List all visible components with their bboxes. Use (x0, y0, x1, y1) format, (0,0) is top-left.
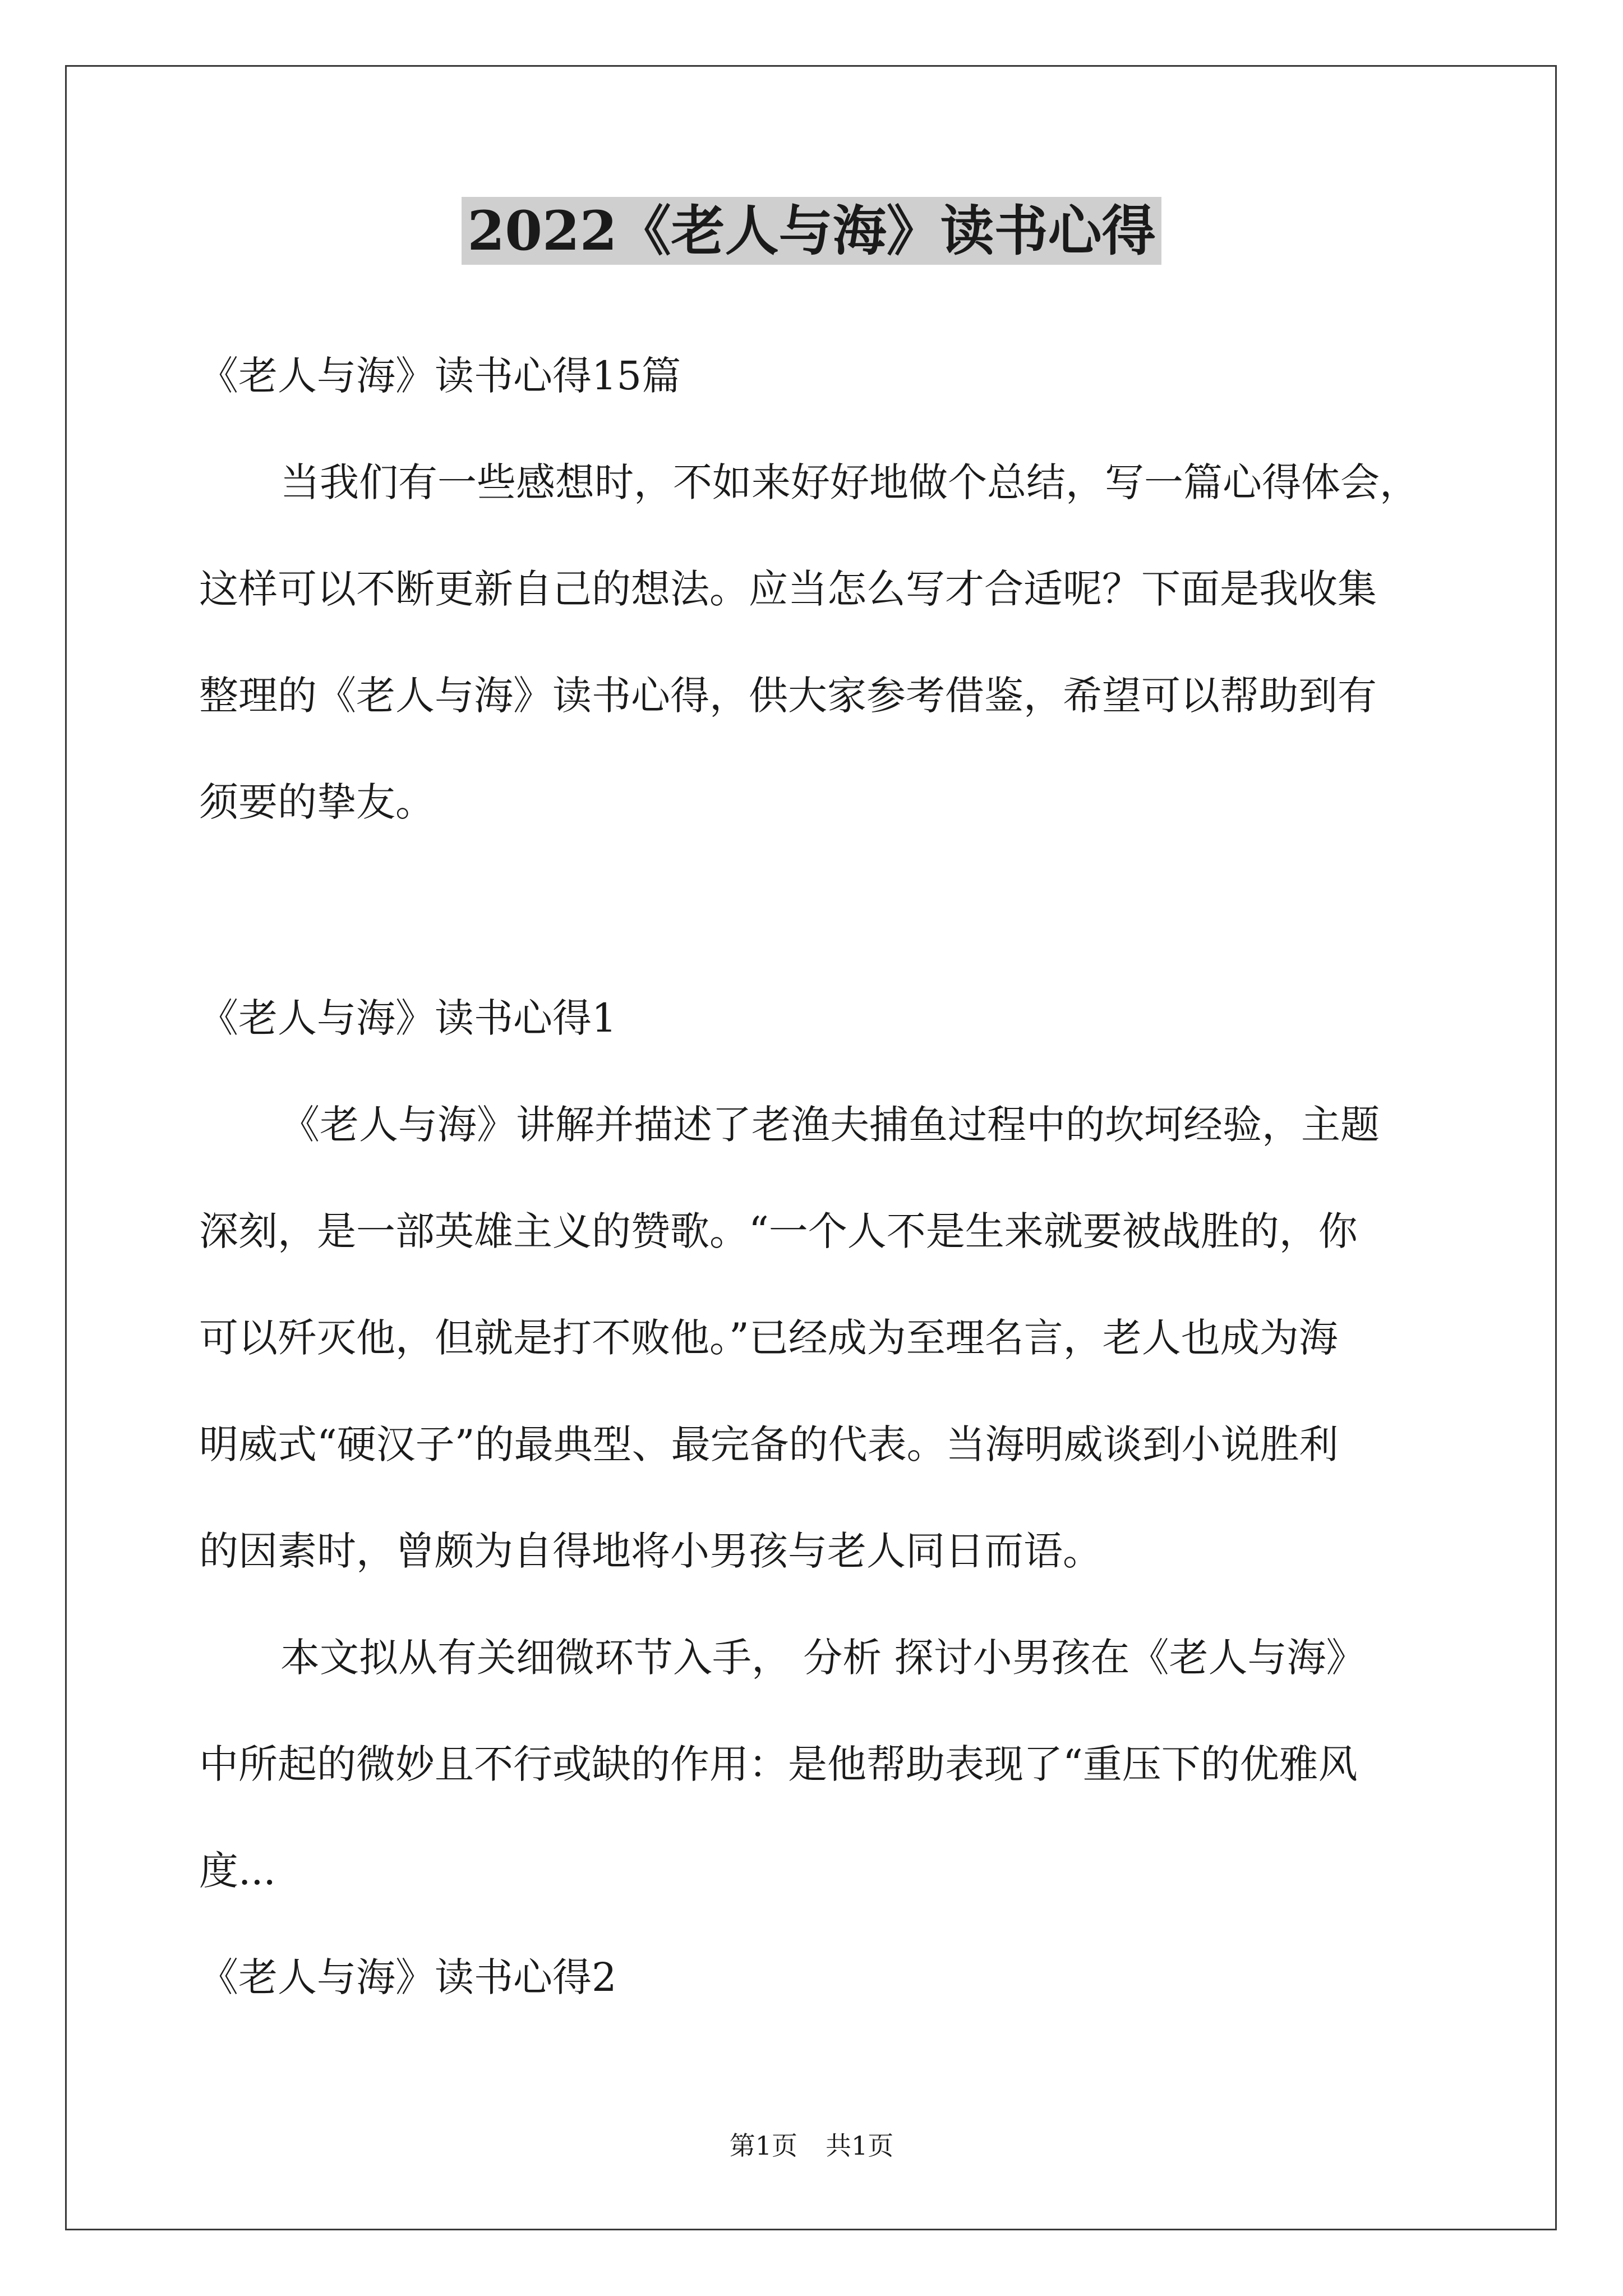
document-subtitle: 《老人与海》读书心得15篇 (199, 353, 681, 399)
intro-line-3: 整理的《老人与海》读书心得，供大家参考借鉴，希望可以帮助到有 (199, 673, 1377, 719)
section-1-para-2-line-1: 本文拟从有关细微环节入手， 分析 探讨小男孩在《老人与海》 (280, 1635, 1366, 1681)
section-1-heading: 《老人与海》读书心得1 (199, 995, 617, 1041)
section-1-para-1-line-2: 深刻，是一部英雄主义的赞歌。“一个人不是生来就要被战胜的，你 (199, 1208, 1358, 1254)
section-1-para-1-line-4: 明威式“硬汉子”的最典型、最完备的代表。当海明威谈到小说胜利 (199, 1421, 1339, 1467)
section-2-heading: 《老人与海》读书心得2 (199, 1954, 617, 2000)
section-1-para-1-line-3: 可以歼灭他，但就是打不败他。”已经成为至理名言，老人也成为海 (199, 1315, 1338, 1361)
page-number: 第1页 (729, 2131, 797, 2161)
page-footer (0, 2129, 1623, 2162)
intro-line-1: 当我们有一些感想时，不如来好好地做个总结，写一篇心得体会， (280, 459, 1419, 505)
section-1-para-1-line-5: 的因素时，曾颇为自得地将小男孩与老人同日而语。 (199, 1528, 1102, 1574)
page-total: 共1页 (826, 2131, 894, 2161)
section-1-para-1-line-1: 《老人与海》讲解并描述了老渔夫捕鱼过程中的坎坷经验，主题 (280, 1102, 1380, 1148)
section-1-para-2-line-3: 度... (199, 1848, 276, 1894)
intro-line-2: 这样可以不断更新自己的想法。应当怎么写才合适呢？下面是我收集 (199, 566, 1377, 612)
document-title-text: 2022《老人与海》读书心得 (462, 197, 1161, 265)
intro-line-4: 须要的挚友。 (199, 779, 435, 825)
document-title (0, 197, 1623, 265)
section-1-para-2-line-2: 中所起的微妙且不行或缺的作用：是他帮助表现了“重压下的优雅风 (199, 1741, 1358, 1787)
